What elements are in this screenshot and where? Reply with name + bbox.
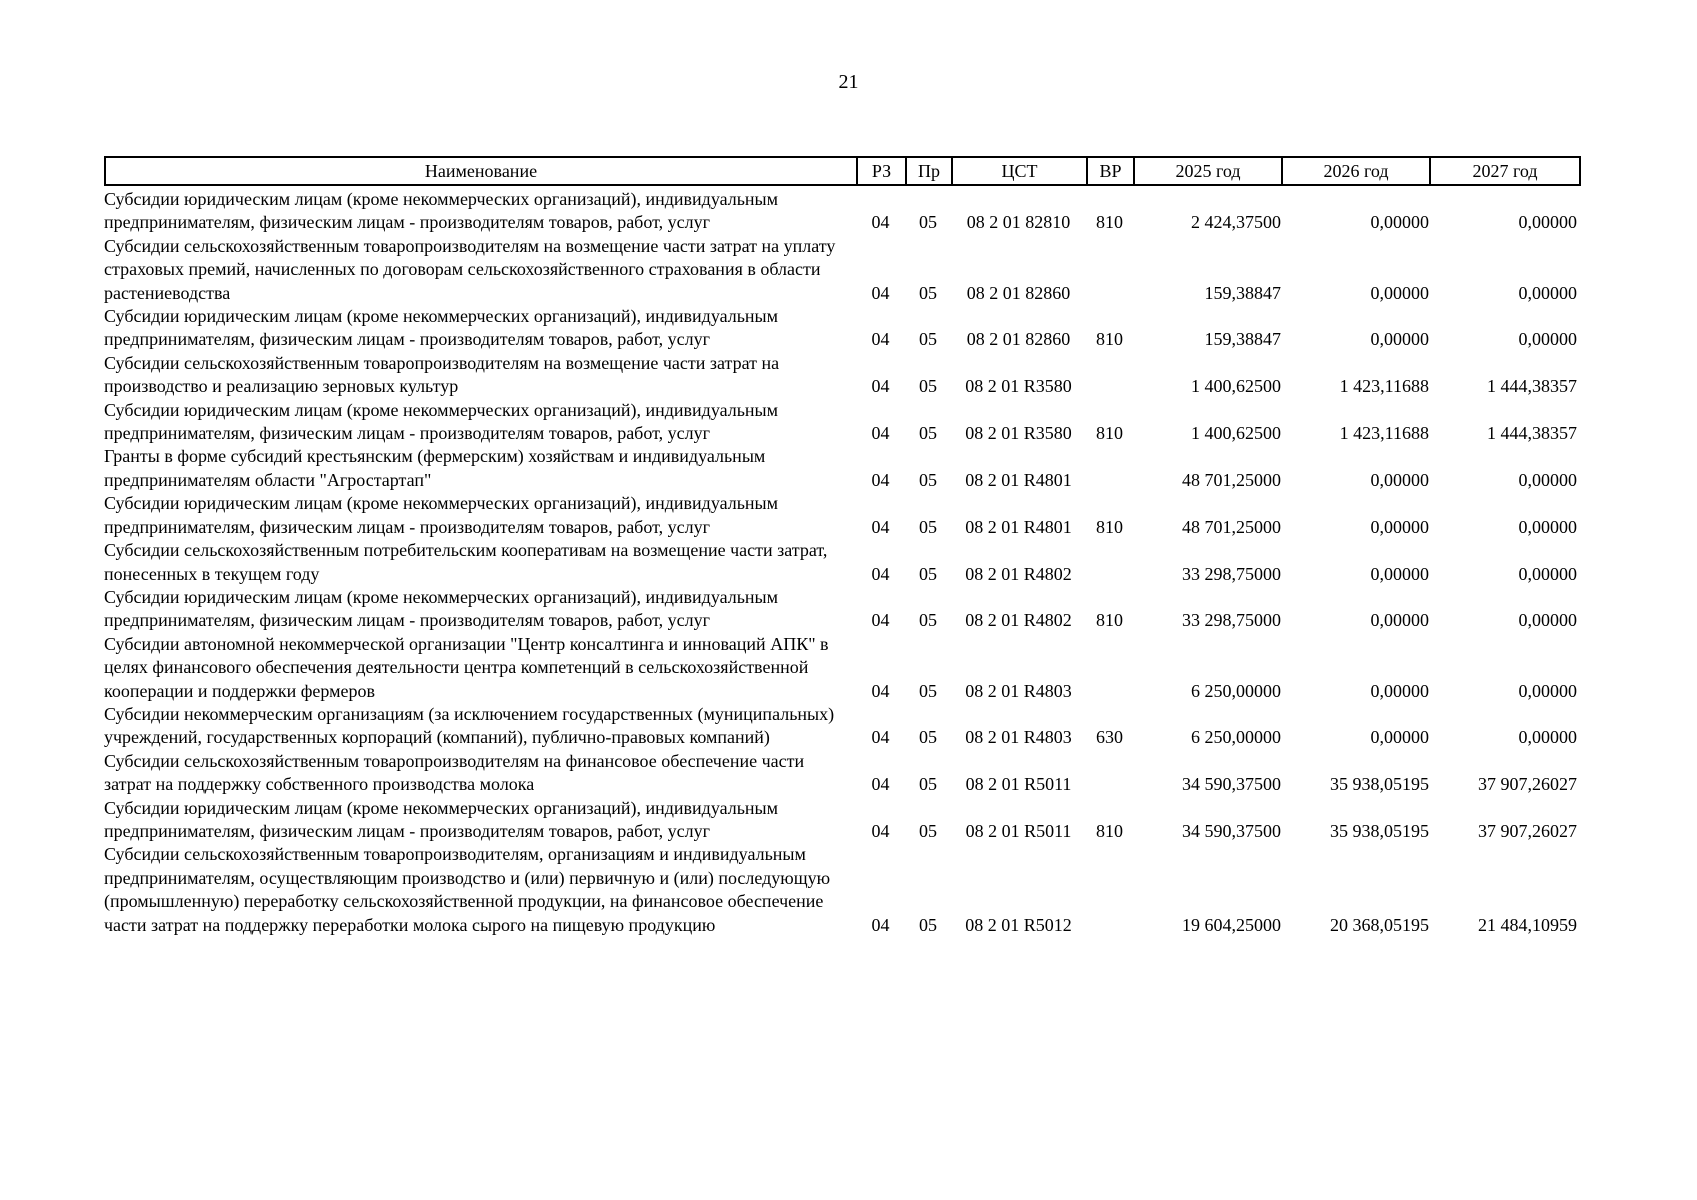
cell-pr: 05 bbox=[919, 727, 937, 748]
cell-rz: 04 bbox=[871, 516, 890, 537]
cell-rz: 04 bbox=[871, 727, 890, 748]
cell-2026: 0,00000 bbox=[1370, 329, 1429, 350]
cell-rz: 04 bbox=[871, 469, 890, 490]
cell-2025: 6 250,00000 bbox=[1191, 680, 1281, 701]
header-name: Наименование bbox=[106, 158, 858, 184]
cell-2026: 0,00000 bbox=[1370, 680, 1429, 701]
cell-cst: 08 2 01 R4803 bbox=[965, 727, 1072, 748]
cell-2025: 159,38847 bbox=[1204, 282, 1281, 303]
cell-pr: 05 bbox=[919, 469, 937, 490]
cell-name: Субсидии сельскохозяйственным товаропроизводителям на финансовое обеспечение части затрат на поддержку собственного производства молока bbox=[104, 750, 805, 795]
cell-name: Гранты в форме субсидий крестьянским (фермерским) хозяйствам и индивидуальным предпринимателям области "Агростартап" bbox=[104, 446, 766, 490]
cell-rz: 04 bbox=[871, 329, 890, 350]
cell-2027: 1 444,38357 bbox=[1487, 376, 1577, 397]
cell-cst: 08 2 01 R3580 bbox=[965, 376, 1072, 397]
cell-2025: 48 701,25000 bbox=[1182, 469, 1281, 490]
cell-pr: 05 bbox=[919, 774, 937, 795]
cell-2027: 0,00000 bbox=[1518, 516, 1577, 537]
cell-rz: 04 bbox=[871, 610, 890, 631]
cell-vr: 810 bbox=[1096, 516, 1123, 537]
cell-vr: 810 bbox=[1096, 329, 1123, 350]
cell-cst: 08 2 01 R4802 bbox=[965, 563, 1072, 584]
table-header bbox=[104, 156, 1581, 186]
cell-2025: 19 604,25000 bbox=[1182, 914, 1281, 935]
header-2025: 2025 год bbox=[1135, 158, 1283, 184]
table-row bbox=[104, 633, 1581, 703]
cell-cst: 08 2 01 82860 bbox=[966, 282, 1071, 303]
table-row bbox=[104, 797, 1581, 844]
cell-2025: 33 298,75000 bbox=[1182, 563, 1281, 584]
cell-name: Субсидии юридическим лицам (кроме некоммерческих организаций), индивидуальным предпринимателям, физическим лицам - производителям товаров, работ, услуг bbox=[104, 306, 779, 350]
cell-2027: 21 484,10959 bbox=[1478, 914, 1577, 935]
table-row bbox=[104, 843, 1581, 937]
cell-2027: 0,00000 bbox=[1518, 727, 1577, 748]
table-row bbox=[104, 703, 1581, 750]
cell-2025: 33 298,75000 bbox=[1182, 610, 1281, 631]
cell-name: Субсидии юридическим лицам (кроме некоммерческих организаций), индивидуальным предпринимателям, физическим лицам - производителям товаров, работ, услуг bbox=[104, 189, 779, 233]
cell-vr: 810 bbox=[1096, 423, 1123, 444]
cell-pr: 05 bbox=[919, 329, 937, 350]
cell-2027: 0,00000 bbox=[1518, 563, 1577, 584]
table-row bbox=[104, 750, 1581, 797]
cell-2025: 6 250,00000 bbox=[1191, 727, 1281, 748]
cell-2025: 48 701,25000 bbox=[1182, 516, 1281, 537]
cell-2025: 34 590,37500 bbox=[1182, 820, 1281, 841]
cell-2026: 1 423,11688 bbox=[1339, 376, 1429, 397]
table-body bbox=[104, 188, 1581, 937]
cell-rz: 04 bbox=[871, 820, 890, 841]
cell-name: Субсидии сельскохозяйственным потребительским кооперативам на возмещение части затрат, понесенных в текущем году bbox=[104, 540, 828, 584]
cell-2026: 0,00000 bbox=[1370, 212, 1429, 233]
header-2026: 2026 год bbox=[1283, 158, 1431, 184]
cell-pr: 05 bbox=[919, 820, 937, 841]
cell-vr: 630 bbox=[1096, 727, 1123, 748]
table-row bbox=[104, 352, 1581, 399]
cell-pr: 05 bbox=[919, 423, 937, 444]
cell-2026: 0,00000 bbox=[1370, 469, 1429, 490]
cell-rz: 04 bbox=[871, 914, 890, 935]
cell-2026: 0,00000 bbox=[1370, 563, 1429, 584]
cell-cst: 08 2 01 R4803 bbox=[965, 680, 1072, 701]
cell-2027: 0,00000 bbox=[1518, 329, 1577, 350]
cell-cst: 08 2 01 R4801 bbox=[965, 516, 1072, 537]
cell-pr: 05 bbox=[919, 376, 937, 397]
cell-2027: 1 444,38357 bbox=[1487, 423, 1577, 444]
cell-2025: 1 400,62500 bbox=[1191, 376, 1281, 397]
page-number: 21 bbox=[838, 71, 859, 93]
cell-pr: 05 bbox=[919, 516, 937, 537]
table-row bbox=[104, 539, 1581, 586]
cell-2026: 0,00000 bbox=[1370, 516, 1429, 537]
cell-2027: 37 907,26027 bbox=[1478, 774, 1577, 795]
header-2027: 2027 год bbox=[1472, 160, 1538, 181]
cell-pr: 05 bbox=[919, 282, 937, 303]
cell-pr: 05 bbox=[919, 610, 937, 631]
cell-2026: 35 938,05195 bbox=[1330, 820, 1429, 841]
table-row bbox=[104, 235, 1581, 305]
cell-2025: 159,38847 bbox=[1204, 329, 1281, 350]
cell-pr: 05 bbox=[919, 680, 937, 701]
cell-2027: 0,00000 bbox=[1518, 610, 1577, 631]
cell-rz: 04 bbox=[871, 563, 890, 584]
header-rz: РЗ bbox=[858, 158, 907, 184]
cell-2027: 37 907,26027 bbox=[1478, 820, 1577, 841]
cell-vr: 810 bbox=[1096, 610, 1123, 631]
cell-2027: 0,00000 bbox=[1518, 680, 1577, 701]
header-vr: ВР bbox=[1088, 158, 1135, 184]
cell-name: Субсидии юридическим лицам (кроме некоммерческих организаций), индивидуальным предпринимателям, физическим лицам - производителям товаров, работ, услуг bbox=[104, 586, 779, 631]
table-row bbox=[104, 188, 1581, 235]
cell-cst: 08 2 01 R3580 bbox=[965, 423, 1072, 444]
cell-rz: 04 bbox=[871, 212, 890, 233]
cell-cst: 08 2 01 R5012 bbox=[965, 914, 1072, 935]
cell-2026: 0,00000 bbox=[1370, 610, 1429, 631]
header-cst: ЦСТ bbox=[953, 158, 1088, 184]
cell-pr: 05 bbox=[919, 212, 937, 233]
cell-cst: 08 2 01 82810 bbox=[966, 212, 1071, 233]
cell-name: Субсидии некоммерческим организациям (за исключением государственных (муниципальных) учреждений, государственных корпораций (компаний), публично-правовых компаний) bbox=[104, 703, 835, 748]
cell-cst: 08 2 01 R4801 bbox=[965, 469, 1072, 490]
cell-2027: 0,00000 bbox=[1518, 469, 1577, 490]
cell-2026: 1 423,11688 bbox=[1339, 423, 1429, 444]
header-pr: Пр bbox=[907, 158, 953, 184]
cell-rz: 04 bbox=[871, 423, 890, 444]
cell-cst: 08 2 01 R4802 bbox=[965, 610, 1072, 631]
cell-name: Субсидии сельскохозяйственным товаропроизводителям на возмещение части затрат на уплату страховых премий, начисленных по договорам сельскохозяйственного страхования в области растениеводства bbox=[104, 235, 836, 303]
cell-name: Субсидии юридическим лицам (кроме некоммерческих организаций), индивидуальным предпринимателям, физическим лицам - производителям товаров, работ, услуг bbox=[104, 399, 779, 444]
cell-2027: 0,00000 bbox=[1518, 282, 1577, 303]
cell-name: Субсидии автономной некоммерческой организации "Центр консалтинга и инноваций АПК" в целях финансового обеспечения деятельности центра компетенций в сельскохозяйственной кооперации и поддержки фермеров bbox=[104, 633, 829, 701]
cell-2026: 35 938,05195 bbox=[1330, 774, 1429, 795]
cell-2027: 0,00000 bbox=[1518, 212, 1577, 233]
cell-rz: 04 bbox=[871, 282, 890, 303]
cell-vr: 810 bbox=[1096, 820, 1123, 841]
table-row bbox=[104, 445, 1581, 492]
cell-name: Субсидии юридическим лицам (кроме некоммерческих организаций), индивидуальным предпринимателям, физическим лицам - производителям товаров, работ, услуг bbox=[104, 493, 779, 537]
cell-2026: 0,00000 bbox=[1370, 282, 1429, 303]
table-row bbox=[104, 305, 1581, 352]
cell-2025: 34 590,37500 bbox=[1182, 774, 1281, 795]
cell-2025: 1 400,62500 bbox=[1191, 423, 1281, 444]
cell-cst: 08 2 01 R5011 bbox=[965, 820, 1072, 841]
cell-vr: 810 bbox=[1096, 212, 1123, 233]
cell-rz: 04 bbox=[871, 376, 890, 397]
cell-2025: 2 424,37500 bbox=[1191, 212, 1281, 233]
table-row bbox=[104, 399, 1581, 446]
table-row bbox=[104, 586, 1581, 633]
cell-cst: 08 2 01 R5011 bbox=[965, 774, 1072, 795]
cell-rz: 04 bbox=[871, 774, 890, 795]
cell-2026: 20 368,05195 bbox=[1330, 914, 1429, 935]
cell-pr: 05 bbox=[919, 914, 937, 935]
table-row bbox=[104, 492, 1581, 539]
cell-cst: 08 2 01 82860 bbox=[966, 329, 1071, 350]
cell-name: Субсидии сельскохозяйственным товаропроизводителям, организациям и индивидуальным предпринимателям, осуществляющим производство и (или) первичную и (или) последующую (промышленную) переработку сельскохозяйственной продукции, на финансовое обеспечение части затрат на поддержку переработки молока сырого на пищевую продукцию bbox=[104, 844, 831, 935]
cell-name: Субсидии сельскохозяйственным товаропроизводителям на возмещение части затрат на производство и реализацию зерновых культур bbox=[104, 352, 780, 397]
cell-pr: 05 bbox=[919, 563, 937, 584]
cell-name: Субсидии юридическим лицам (кроме некоммерческих организаций), индивидуальным предпринимателям, физическим лицам - производителям товаров, работ, услуг bbox=[104, 797, 779, 841]
cell-rz: 04 bbox=[871, 680, 890, 701]
cell-2026: 0,00000 bbox=[1370, 727, 1429, 748]
